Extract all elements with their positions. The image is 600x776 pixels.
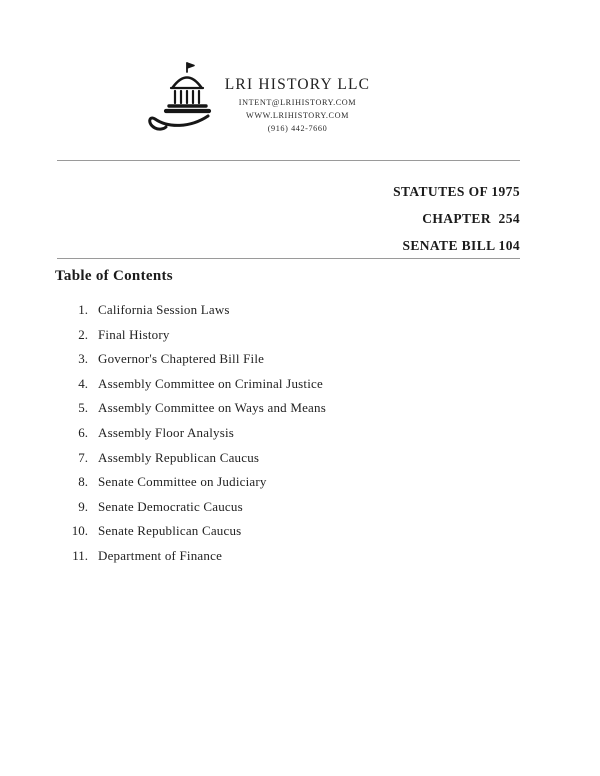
toc-item [55,400,475,425]
toc-item-label: Assembly Republican Caucus [98,449,260,465]
toc-item-number: 4. [78,375,88,391]
company-name: LRI HISTORY LLC [224,76,371,93]
toc-item-label: Senate Democratic Caucus [98,498,243,514]
toc-item-number: 9. [78,498,88,514]
toc-item [55,474,475,499]
toc-item-label: Final History [98,326,170,342]
horizontal-rule-top [57,160,520,161]
toc-item [55,523,475,548]
toc-item-number: 5. [78,400,88,416]
toc-item-number: 2. [78,326,88,342]
toc-item-number: 8. [78,474,88,490]
toc-item-number: 11. [72,547,88,563]
toc-item [55,499,475,524]
statutes-line-3: SENATE BILL 104 [402,238,520,253]
toc-item-number: 1. [78,302,88,317]
toc-item [55,548,475,573]
toc-title: Table of Contents [55,268,173,284]
toc-item [55,302,475,327]
toc-list [55,302,475,573]
toc-item-number: 7. [78,449,88,465]
horizontal-rule-bottom [57,258,520,259]
company-phone: (916) 442-7660 [267,124,328,133]
toc-item-label: Assembly Floor Analysis [98,424,235,440]
statutes-line-2: CHAPTER 254 [422,211,520,226]
statutes-line-1: STATUTES OF 1975 [393,184,520,199]
toc-item-label: Assembly Committee on Ways and Means [98,400,326,416]
toc-item [55,376,475,401]
toc-item [55,425,475,450]
statutes-header [393,178,520,259]
capitol-dome-logo [140,58,220,146]
toc-item [55,327,475,352]
toc-item-label: Governor's Chaptered Bill File [98,351,265,367]
company-email: INTENT@LRIHISTORY.COM [238,98,357,107]
company-website: WWW.LRIHISTORY.COM [246,111,349,120]
toc-item-label: Department of Finance [98,547,223,563]
letterhead [210,76,385,133]
toc-item-number: 3. [78,351,88,367]
toc-item-label: California Session Laws [98,302,230,317]
toc-item-number: 6. [78,424,88,440]
toc-item-label: Assembly Committee on Criminal Justice [98,375,323,391]
toc-item [55,450,475,475]
toc-item [55,351,475,376]
toc-item-label: Senate Committee on Judiciary [98,474,267,490]
toc-item-number: 10. [71,523,88,539]
toc-item-label: Senate Republican Caucus [98,523,242,539]
